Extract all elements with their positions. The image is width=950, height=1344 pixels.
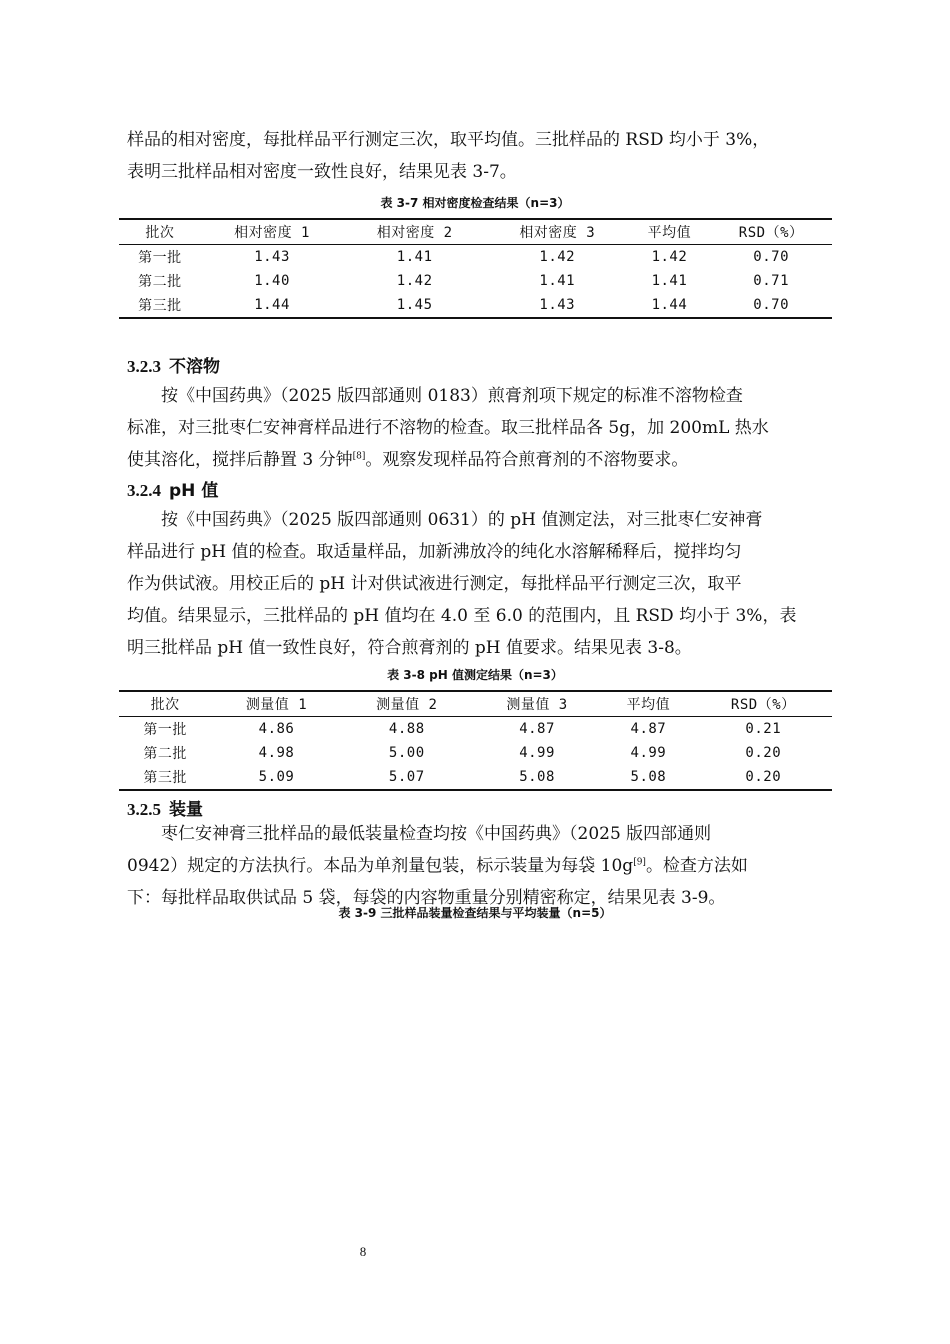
ph-paragraph — [127, 504, 827, 664]
table-caption: 表 3-9 三批样品装量检查结果与平均装量（n=5） — [338, 906, 612, 920]
header-cell: 批次 — [119, 691, 211, 717]
paragraph-line: 均值。结果显示，三批样品的 pH 值均在 4.0 至 6.0 的范围内，且 RSD 均小于 3%，表 — [127, 606, 797, 626]
table-cell: 5.07 — [342, 765, 472, 790]
table-cell: 5.08 — [602, 765, 694, 790]
paragraph-line: 样品进行 pH 值的检查。取适量样品，加新沸放冷的纯化水溶解稀释后，搅拌均匀 — [127, 542, 742, 562]
paragraph-line: 作为供试液。用校正后的 pH 计对供试液进行测定，每批样品平行测定三次，取平 — [127, 574, 742, 594]
table-cell: 1.45 — [343, 293, 486, 318]
header-cell: 平均值 — [602, 691, 694, 717]
table-row — [119, 765, 832, 790]
table-cell: 1.44 — [629, 293, 711, 318]
section-heading — [127, 795, 203, 820]
paragraph-line: 按《中国药典》（2025 版四部通则 0183）煎膏剂项下规定的标准不溶物检查 — [161, 386, 743, 406]
paragraph-line: 明三批样品 pH 值一致性良好，符合煎膏剂的 pH 值要求。结果见表 3-8。 — [127, 638, 692, 658]
table-cell: 0.21 — [745, 721, 782, 737]
paragraph-line: 表明三批样品相对密度一致性良好，结果见表 3-7。 — [127, 162, 517, 182]
table-cell: 1.43 — [486, 293, 629, 318]
header-cell: 测量值 1 — [211, 691, 341, 717]
table-cell: 1.41 — [539, 273, 576, 289]
paragraph-line: 样品的相对密度，每批样品平行测定三次，取平均值。三批样品的 RSD 均小于 3%， — [127, 130, 770, 150]
paragraph-line: 标准，对三批枣仁安神膏样品进行不溶物的检查。取三批样品各 5g，加 200mL 热水 — [127, 418, 769, 438]
table-cell: 1.41 — [651, 273, 688, 289]
section-heading — [127, 476, 218, 501]
table-cell: 第三批 — [119, 293, 201, 318]
header-cell: RSD（%） — [695, 691, 832, 717]
table-cell: 1.40 — [254, 273, 290, 289]
table-row — [119, 245, 832, 270]
citation-ref: [8] — [352, 451, 366, 462]
table-cell: 0.20 — [695, 765, 832, 790]
header-cell: 平均值 — [629, 219, 711, 245]
paragraph-line — [127, 444, 827, 476]
section-number: 3.2.4 — [127, 481, 161, 500]
table-cell: 第二批 — [143, 746, 187, 762]
table-cell: 4.98 — [258, 745, 295, 761]
paragraph-line: 枣仁安神膏三批样品的最低装量检查均按《中国药典》（2025 版四部通则 — [161, 824, 712, 844]
paragraph-line — [127, 850, 827, 882]
paragraph-line: 按《中国药典》（2025 版四部通则 0631）的 pH 值测定法，对三批枣仁安神膏 — [161, 510, 763, 530]
line-text: 。观察发现样品符合煎膏剂的不溶物要求。 — [365, 450, 689, 470]
paragraph-line: 下：每批样品取供试品 5 袋，每袋的内容物重量分别精密称定，结果见表 3-9。 — [127, 888, 726, 908]
table-cell: 第二批 — [138, 274, 182, 290]
header-cell: RSD（%） — [710, 219, 832, 245]
section-number: 3.2.5 — [127, 800, 161, 819]
table-cell: 5.00 — [388, 745, 425, 761]
table-header-row — [119, 219, 832, 245]
table-cell: 4.87 — [519, 721, 555, 737]
table-cell: 4.87 — [630, 721, 667, 737]
table-cell: 第一批 — [143, 722, 187, 738]
table-row — [119, 293, 832, 318]
table-cell: 第一批 — [138, 250, 182, 266]
table-cell: 1.42 — [539, 249, 576, 265]
table-cell: 1.44 — [201, 293, 344, 318]
table-row — [119, 741, 832, 765]
section-title: 装量 — [169, 800, 203, 820]
table-cell: 4.86 — [258, 721, 295, 737]
table-cell: 4.88 — [388, 721, 425, 737]
table-cell: 0.70 — [710, 293, 832, 318]
citation-ref: [9] — [633, 857, 646, 868]
table-caption: 表 3-8 pH 值测定结果（n=3） — [387, 668, 563, 682]
table-cell: 4.99 — [519, 745, 555, 761]
section-number: 3.2.3 — [127, 357, 161, 376]
table-cell: 0.70 — [753, 249, 790, 265]
table-row — [119, 717, 832, 742]
header-cell: 相对密度 3 — [486, 219, 629, 245]
section-title: pH 值 — [169, 481, 219, 501]
table-cell: 1.41 — [396, 249, 433, 265]
page-number: 8 — [359, 1244, 367, 1259]
table-header-row — [119, 691, 832, 717]
line-text: 使其溶化，搅拌后静置 3 分钟 — [127, 450, 353, 470]
line-text: 0942）规定的方法执行。本品为单剂量包装，标示装量为每袋 10g — [127, 856, 634, 876]
table-cell: 4.99 — [630, 745, 667, 761]
table-cell: 0.20 — [745, 745, 782, 761]
header-cell: 相对密度 1 — [201, 219, 344, 245]
table-cell: 0.71 — [753, 273, 790, 289]
fill-volume-paragraph — [127, 818, 827, 914]
intro-paragraph — [127, 124, 827, 188]
table-cell: 1.42 — [651, 249, 688, 265]
table-cell: 第三批 — [119, 765, 211, 790]
table-cell: 1.42 — [396, 273, 433, 289]
insoluble-paragraph — [127, 380, 827, 476]
table-cell: 5.08 — [472, 765, 602, 790]
section-title: 不溶物 — [169, 357, 220, 377]
header-cell: 批次 — [119, 219, 201, 245]
table-caption: 表 3-7 相对密度检查结果（n=3） — [380, 196, 570, 210]
header-cell: 测量值 3 — [472, 691, 602, 717]
section-heading — [127, 352, 220, 377]
ph-table — [119, 690, 832, 791]
header-cell: 相对密度 2 — [343, 219, 486, 245]
table-cell: 5.09 — [211, 765, 341, 790]
relative-density-table — [119, 218, 832, 319]
header-cell: 测量值 2 — [342, 691, 472, 717]
table-row — [119, 269, 832, 293]
table-cell: 1.43 — [254, 249, 290, 265]
line-text: 。检查方法如 — [645, 856, 748, 876]
